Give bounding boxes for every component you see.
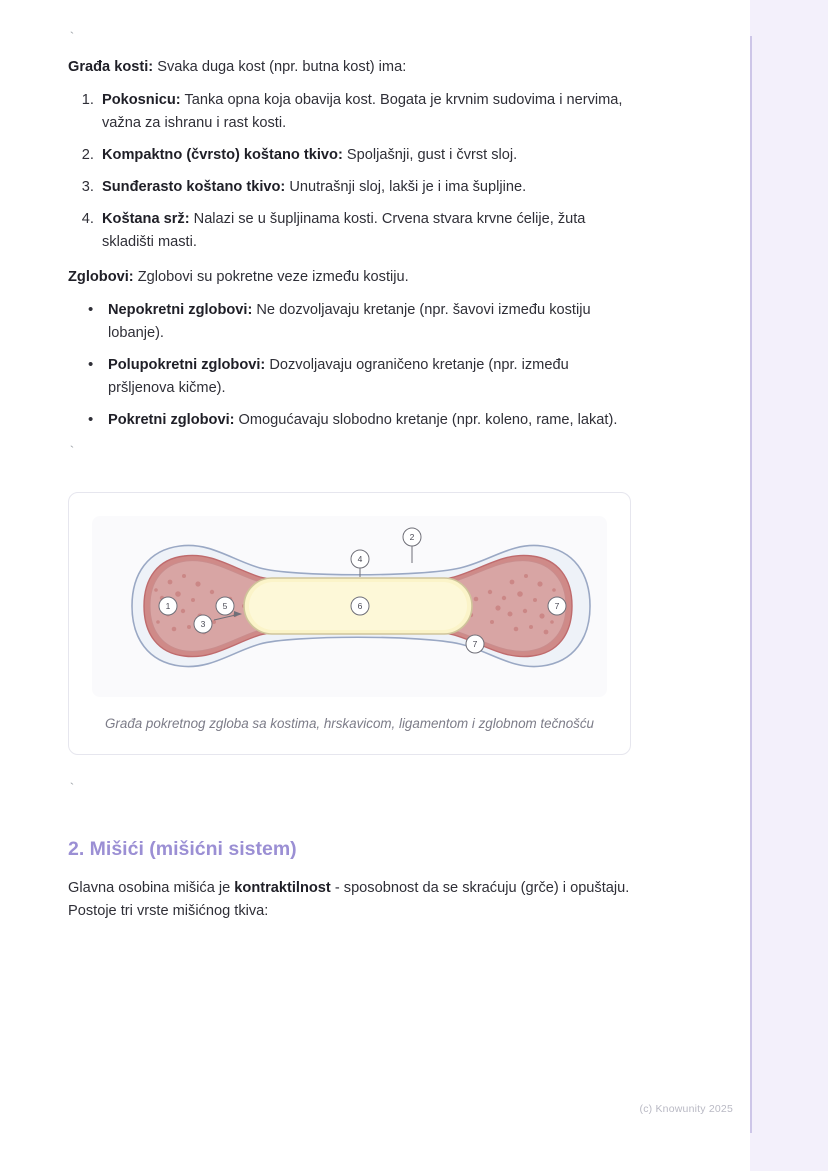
list-item [94, 299, 638, 345]
footer-copyright: (c) Knowunity 2025 [639, 1103, 733, 1115]
svg-text:4: 4 [357, 554, 363, 564]
list-item-term: Pokretni zglobovi: [108, 412, 235, 428]
joints-paragraph [68, 266, 638, 289]
list-item-desc: Ne dozvoljavaju kretanje (npr. šavovi između kostiju lobanje). [108, 302, 591, 341]
list-item [94, 354, 638, 400]
bone-structure-label: Građa kosti: [68, 59, 154, 75]
muscles-paragraph [68, 877, 638, 923]
list-item-desc: Dozvoljavaju ograničeno kretanje (npr. između pršljenova kičme). [108, 357, 569, 396]
muscles-text-after: - sposobnost da se skraćuju (grče) i opuštaju. Postoje tri vrste mišićnog tkiva: [68, 880, 630, 919]
svg-text:3: 3 [200, 619, 206, 629]
svg-text:7: 7 [554, 601, 560, 611]
list-item-desc: Unutrašnji sloj, lakši je i ima šupljine. [285, 179, 527, 195]
section-heading-muscles: 2. Mišići (mišićni sistem) [68, 838, 297, 860]
list-item-desc: Tanka opna koja obavija kost. Bogata je krvnim sudovima i nervima, važna za ishranu i rast kosti. [102, 92, 623, 131]
page-edge-rule [750, 36, 752, 1133]
list-item-term: Nepokretni zglobovi: [108, 302, 253, 318]
list-item-desc: Spoljašnji, gust i čvrst sloj. [342, 147, 518, 163]
joints-text: Zglobovi su pokretne veze između kostiju. [133, 269, 409, 285]
tick-mark-2: ` [68, 444, 76, 459]
list-item-term: Koštana srž: [102, 211, 190, 227]
list-item-term: Kompaktno (čvrsto) koštano tkivo: [102, 147, 343, 163]
list-item [98, 208, 638, 254]
svg-text:7: 7 [472, 639, 478, 649]
svg-text:2: 2 [409, 532, 415, 542]
page-edge-strip [750, 0, 828, 1171]
list-item [98, 89, 638, 135]
tick-mark-1: ` [68, 30, 76, 45]
list-item-desc: Omogućavaju slobodno kretanje (npr. koleno, rame, lakat). [234, 412, 618, 428]
figure-image [92, 516, 607, 697]
list-item [98, 144, 638, 167]
list-item-term: Polupokretni zglobovi: [108, 357, 266, 373]
list-item-term: Pokosnicu: [102, 92, 181, 108]
list-item-term: Sunđerasto koštano tkivo: [102, 179, 286, 195]
bone-structure-paragraph [68, 56, 638, 79]
joints-list [68, 299, 638, 432]
svg-text:1: 1 [165, 601, 171, 611]
joints-label: Zglobovi: [68, 269, 134, 285]
svg-text:5: 5 [222, 601, 228, 611]
svg-text:6: 6 [357, 601, 363, 611]
muscles-text-before: Glavna osobina mišića je [68, 880, 235, 896]
muscles-text-bold: kontraktilnost [234, 880, 331, 896]
document-content [68, 30, 638, 929]
list-item [98, 176, 638, 199]
bone-structure-text: Svaka duga kost (npr. butna kost) ima: [153, 59, 407, 75]
list-item [94, 409, 638, 432]
figure-caption: Građa pokretnog zgloba sa kostima, hrskavicom, ligamentom i zglobnom tečnošću [105, 716, 594, 731]
bone-structure-list [68, 89, 638, 254]
figure-card [68, 492, 631, 755]
bone-diagram-svg [92, 516, 607, 697]
tick-mark-3: ` [68, 781, 76, 796]
list-item-desc: Nalazi se u šupljinama kosti. Crvena stvara krvne ćelije, žuta skladišti masti. [102, 211, 586, 250]
